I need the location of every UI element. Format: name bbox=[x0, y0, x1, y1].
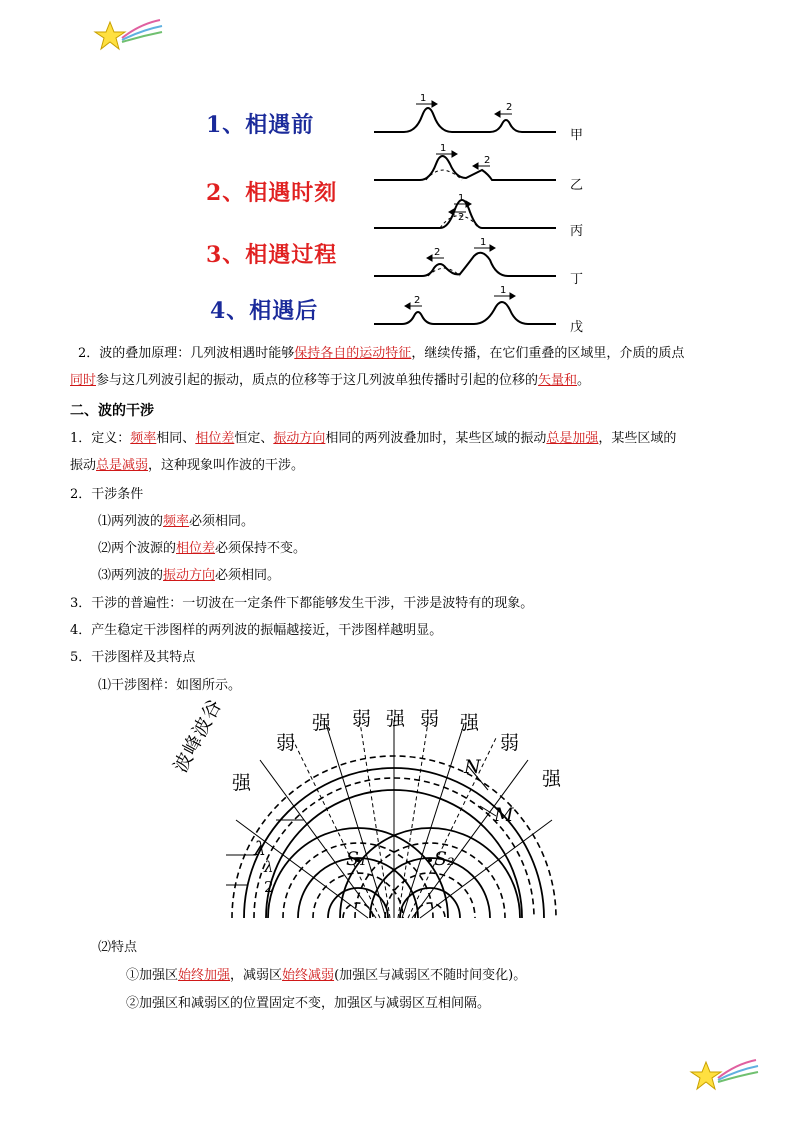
text-span: 必须保持不变。 bbox=[215, 541, 307, 556]
pulse-number: 1 bbox=[420, 93, 427, 104]
text-span: ⑶两列波的 bbox=[98, 568, 164, 583]
label-lambda: λ bbox=[254, 838, 267, 860]
text-span: ，继续传播，在它们重叠的区域里，介质的质点 bbox=[411, 346, 685, 361]
paragraph-3: 3．干涉的普遍性：一切波在一定条件下都能够发生干涉，干涉是波特有的现象。 bbox=[70, 596, 534, 611]
star-decoration-bottom-icon bbox=[688, 1056, 760, 1100]
label-strong-left: 强 bbox=[232, 772, 252, 794]
label-N: N bbox=[464, 756, 481, 778]
pulse-row-5 bbox=[374, 302, 556, 324]
pulse-row-2 bbox=[374, 156, 556, 180]
label-S1: S₁ bbox=[346, 848, 367, 870]
key-term: 矢量和 bbox=[538, 373, 578, 388]
label-strong-top-2: 强 bbox=[386, 708, 406, 730]
pulse-number: 2 bbox=[458, 212, 465, 223]
label-half-lambda-numerator: λ bbox=[264, 858, 274, 876]
feature-2: ②加强区和减弱区的位置固定不变，加强区与减弱区互相间隔。 bbox=[126, 996, 491, 1011]
conditions-title: 2．干涉条件 bbox=[70, 487, 144, 502]
condition-2 bbox=[98, 539, 306, 559]
tag-wu: 戊 bbox=[570, 320, 584, 335]
text-span: 1．定义： bbox=[70, 431, 131, 446]
item-number: 2． bbox=[78, 346, 100, 361]
features-title: ⑵特点 bbox=[98, 940, 138, 955]
star-decoration-top-icon bbox=[92, 16, 164, 60]
tag-bing: 丙 bbox=[570, 224, 584, 239]
pulse-number: 1 bbox=[440, 143, 447, 154]
text-span: 必须相同。 bbox=[215, 568, 281, 583]
pulse-number: 1 bbox=[480, 237, 487, 248]
condition-3 bbox=[98, 566, 280, 586]
superposition-line-1 bbox=[78, 344, 684, 364]
pulse-number: 1 bbox=[458, 193, 465, 204]
label-M: M bbox=[494, 804, 514, 826]
text-span: 振动 bbox=[70, 458, 97, 473]
label-S2: S₂ bbox=[434, 848, 455, 870]
key-term: 频率 bbox=[130, 431, 157, 446]
encounter-label-process: 3、相遇过程 bbox=[206, 242, 338, 268]
wave-pulse-diagram bbox=[370, 88, 570, 338]
label-weak-left: 弱 bbox=[276, 732, 296, 754]
label-weak-top-1: 弱 bbox=[352, 708, 372, 730]
encounter-label-before: 1、相遇前 bbox=[206, 112, 315, 138]
encounter-label-after: 4、相遇后 bbox=[210, 298, 319, 324]
text-span: ，某些区域的 bbox=[598, 431, 677, 446]
text-span: 相同的两列波叠加时，某些区域的振动 bbox=[325, 431, 547, 446]
tag-yi: 乙 bbox=[570, 178, 584, 193]
text-span: ①加强区 bbox=[126, 968, 179, 983]
superposition-line-2 bbox=[70, 371, 590, 391]
paragraph-5: 5．干涉图样及其特点 bbox=[70, 650, 196, 665]
label-wave-crest-trough: 波峰波谷 bbox=[169, 695, 227, 777]
tag-jia: 甲 bbox=[570, 128, 584, 143]
feature-1 bbox=[126, 966, 526, 986]
key-term: 始终减弱 bbox=[282, 968, 335, 983]
text-span: ⑵两个波源的 bbox=[98, 541, 177, 556]
text-span: 参与这几列波引起的振动，质点的位移等于这几列波单独传播时引起的位移的 bbox=[96, 373, 539, 388]
label-weak-top-2: 弱 bbox=[420, 708, 440, 730]
pulse-row-1 bbox=[374, 108, 556, 132]
pulse-row-4 bbox=[374, 253, 556, 276]
label-strong-right: 强 bbox=[542, 768, 562, 790]
text-span: ，这种现象叫作波的干涉。 bbox=[148, 458, 305, 473]
pulse-number: 1 bbox=[500, 285, 507, 296]
encounter-label-moment: 2、相遇时刻 bbox=[206, 180, 338, 206]
key-term: 频率 bbox=[163, 514, 190, 529]
pulse-number: 2 bbox=[414, 295, 421, 306]
key-term: 总是减弱 bbox=[96, 458, 149, 473]
text-span: 相同、 bbox=[156, 431, 196, 446]
text-span: ⑴两列波的 bbox=[98, 514, 164, 529]
label-weak-right: 弱 bbox=[500, 732, 520, 754]
key-term: 振动方向 bbox=[273, 431, 326, 446]
label-half-lambda-denominator: 2 bbox=[264, 878, 274, 896]
key-term: 相位差 bbox=[176, 541, 216, 556]
key-term: 同时 bbox=[70, 373, 97, 388]
text-span: (加强区与减弱区不随时间变化)。 bbox=[334, 968, 527, 983]
definition-line-1 bbox=[70, 429, 676, 449]
key-term: 总是加强 bbox=[546, 431, 599, 446]
paragraph-4: 4．产生稳定干涉图样的两列波的振幅越接近，干涉图样越明显。 bbox=[70, 623, 443, 638]
pulse-number: 2 bbox=[506, 102, 513, 113]
key-term: 始终加强 bbox=[178, 968, 231, 983]
label-strong-top-3: 强 bbox=[460, 712, 480, 734]
label-strong-top-1: 强 bbox=[312, 712, 332, 734]
pulse-number: 2 bbox=[484, 155, 491, 166]
pulse-number: 2 bbox=[434, 247, 441, 258]
text-span: 必须相同。 bbox=[189, 514, 255, 529]
definition-line-2 bbox=[70, 456, 304, 476]
text-span: 恒定、 bbox=[234, 431, 274, 446]
key-term: 振动方向 bbox=[163, 568, 216, 583]
tag-ding: 丁 bbox=[570, 272, 584, 287]
text-span: ，减弱区 bbox=[230, 968, 283, 983]
key-term: 相位差 bbox=[195, 431, 235, 446]
condition-1 bbox=[98, 512, 254, 532]
key-term: 保持各自的运动特征 bbox=[294, 346, 412, 361]
paragraph-5-1: ⑴干涉图样：如图所示。 bbox=[98, 678, 242, 693]
text-span: 波的叠加原理：几列波相遇时能够 bbox=[99, 346, 295, 361]
text-span: 。 bbox=[577, 373, 591, 388]
section-heading-interference: 二、波的干涉 bbox=[70, 403, 154, 419]
